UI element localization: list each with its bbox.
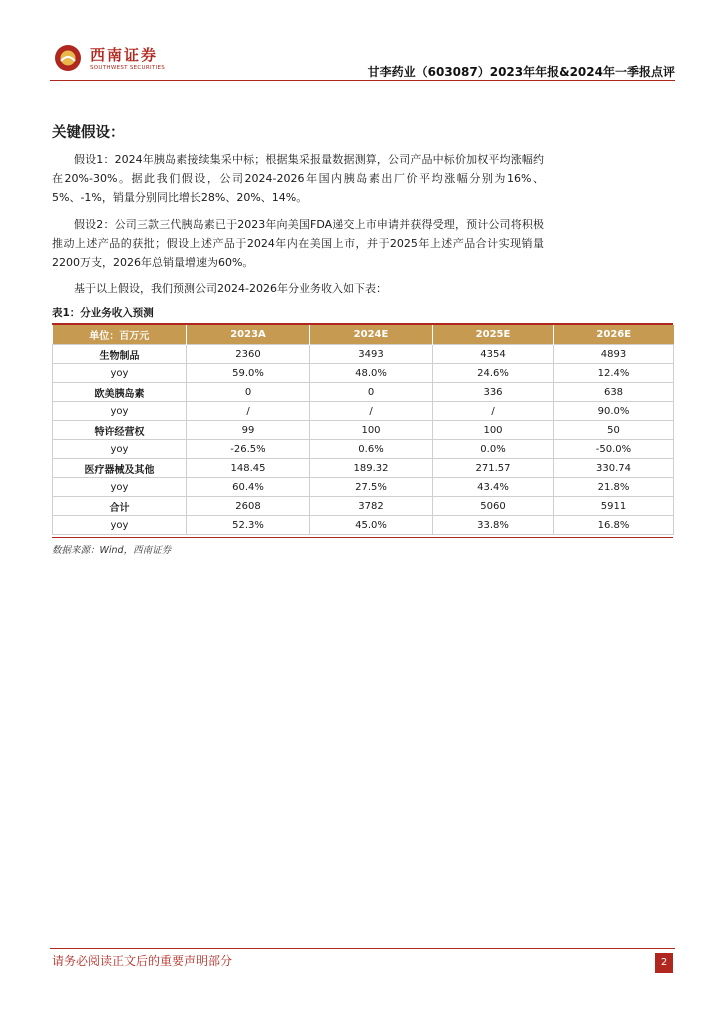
- cell: /: [187, 402, 310, 421]
- cell: 0: [310, 383, 433, 402]
- cell: 2360: [187, 345, 310, 364]
- forecast-intro-paragraph: 基于以上假设，我们预测公司2024-2026年分业务收入如下表：: [74, 282, 387, 295]
- cell: 336: [433, 383, 554, 402]
- row-label: 欧美胰岛素: [53, 383, 187, 402]
- cell: 638: [554, 383, 674, 402]
- header-divider: [50, 80, 675, 81]
- row-label: 合计: [53, 497, 187, 516]
- header-unit: 单位：百万元: [53, 325, 187, 345]
- table-row: [53, 459, 674, 478]
- page-header: [50, 40, 675, 80]
- table-row: [53, 421, 674, 440]
- page-number: 2: [655, 953, 673, 973]
- cell: 0: [187, 383, 310, 402]
- cell: 43.4%: [433, 478, 554, 497]
- cell: 3782: [310, 497, 433, 516]
- cell: 12.4%: [554, 364, 674, 383]
- cell: 0.0%: [433, 440, 554, 459]
- cell: 99: [187, 421, 310, 440]
- cell: 4354: [433, 345, 554, 364]
- header-2023a: 2023A: [187, 325, 310, 345]
- table-row: [53, 345, 674, 364]
- company-logo: [54, 42, 204, 76]
- cell: /: [433, 402, 554, 421]
- cell: 0.6%: [310, 440, 433, 459]
- cell: /: [310, 402, 433, 421]
- table-row: [53, 440, 674, 459]
- header-2024e: 2024E: [310, 325, 433, 345]
- cell: 2608: [187, 497, 310, 516]
- cell: 189.32: [310, 459, 433, 478]
- cell: 271.57: [433, 459, 554, 478]
- footer-disclaimer: 请务必阅读正文后的重要声明部分: [52, 954, 233, 968]
- section-title: 关键假设：: [52, 125, 125, 141]
- cell: 330.74: [554, 459, 674, 478]
- cell: 100: [310, 421, 433, 440]
- table-row: [53, 364, 674, 383]
- table-row: [53, 497, 674, 516]
- cell: 100: [433, 421, 554, 440]
- cell: 4893: [554, 345, 674, 364]
- logo-mark-icon: [54, 44, 82, 72]
- row-label: 特许经营权: [53, 421, 187, 440]
- table-row: [53, 402, 674, 421]
- table-bottom-rule: [52, 537, 673, 538]
- logo-name-cn: 西南证券: [90, 46, 159, 64]
- table-row: [53, 516, 674, 535]
- assumption-paragraph-2: 假设2：公司三款三代胰岛素已于2023年向美国FDA递交上市申请并获得受理，预计公司将积极推动上述产品的获批；假设上述产品于2024年内在美国上市，并于2025年上述产品合计实现销量2200万支，2026年总销量增速为60%。: [52, 218, 544, 269]
- table-row: [53, 383, 674, 402]
- cell: 45.0%: [310, 516, 433, 535]
- row-label: 医疗器械及其他: [53, 459, 187, 478]
- cell: 148.45: [187, 459, 310, 478]
- cell: 21.8%: [554, 478, 674, 497]
- report-title: 甘李药业（603087）2023年年报&2024年一季报点评: [367, 65, 675, 79]
- row-label: yoy: [53, 364, 187, 383]
- cell: 5911: [554, 497, 674, 516]
- table-header-row: [53, 325, 674, 345]
- table-source-note: 数据来源：Wind，西南证券: [52, 545, 172, 556]
- cell: 60.4%: [187, 478, 310, 497]
- cell: 27.5%: [310, 478, 433, 497]
- cell: 16.8%: [554, 516, 674, 535]
- cell: 24.6%: [433, 364, 554, 383]
- row-label: yoy: [53, 402, 187, 421]
- logo-name-en: SOUTHWEST SECURITIES: [90, 65, 166, 71]
- row-label: yoy: [53, 516, 187, 535]
- row-label: 生物制品: [53, 345, 187, 364]
- cell: 33.8%: [433, 516, 554, 535]
- row-label: yoy: [53, 440, 187, 459]
- cell: 59.0%: [187, 364, 310, 383]
- cell: -50.0%: [554, 440, 674, 459]
- cell: -26.5%: [187, 440, 310, 459]
- cell: 3493: [310, 345, 433, 364]
- cell: 52.3%: [187, 516, 310, 535]
- header-2025e: 2025E: [433, 325, 554, 345]
- cell: 50: [554, 421, 674, 440]
- cell: 90.0%: [554, 402, 674, 421]
- cell: 48.0%: [310, 364, 433, 383]
- row-label: yoy: [53, 478, 187, 497]
- header-2026e: 2026E: [554, 325, 674, 345]
- revenue-forecast-table: [52, 325, 674, 535]
- footer-divider: [50, 948, 675, 949]
- table-row: [53, 478, 674, 497]
- table-title: 表1：分业务收入预测: [52, 307, 154, 319]
- assumption-paragraph-1: 假设1：2024年胰岛素接续集采中标；根据集采报量数据测算，公司产品中标价加权平均涨幅约在20%-30%。据此我们假设，公司2024-2026年国内胰岛素出厂价平均涨幅分别为16%、5%、-1%，销量分别同比增长28%、20%、14%。: [52, 153, 544, 204]
- cell: 5060: [433, 497, 554, 516]
